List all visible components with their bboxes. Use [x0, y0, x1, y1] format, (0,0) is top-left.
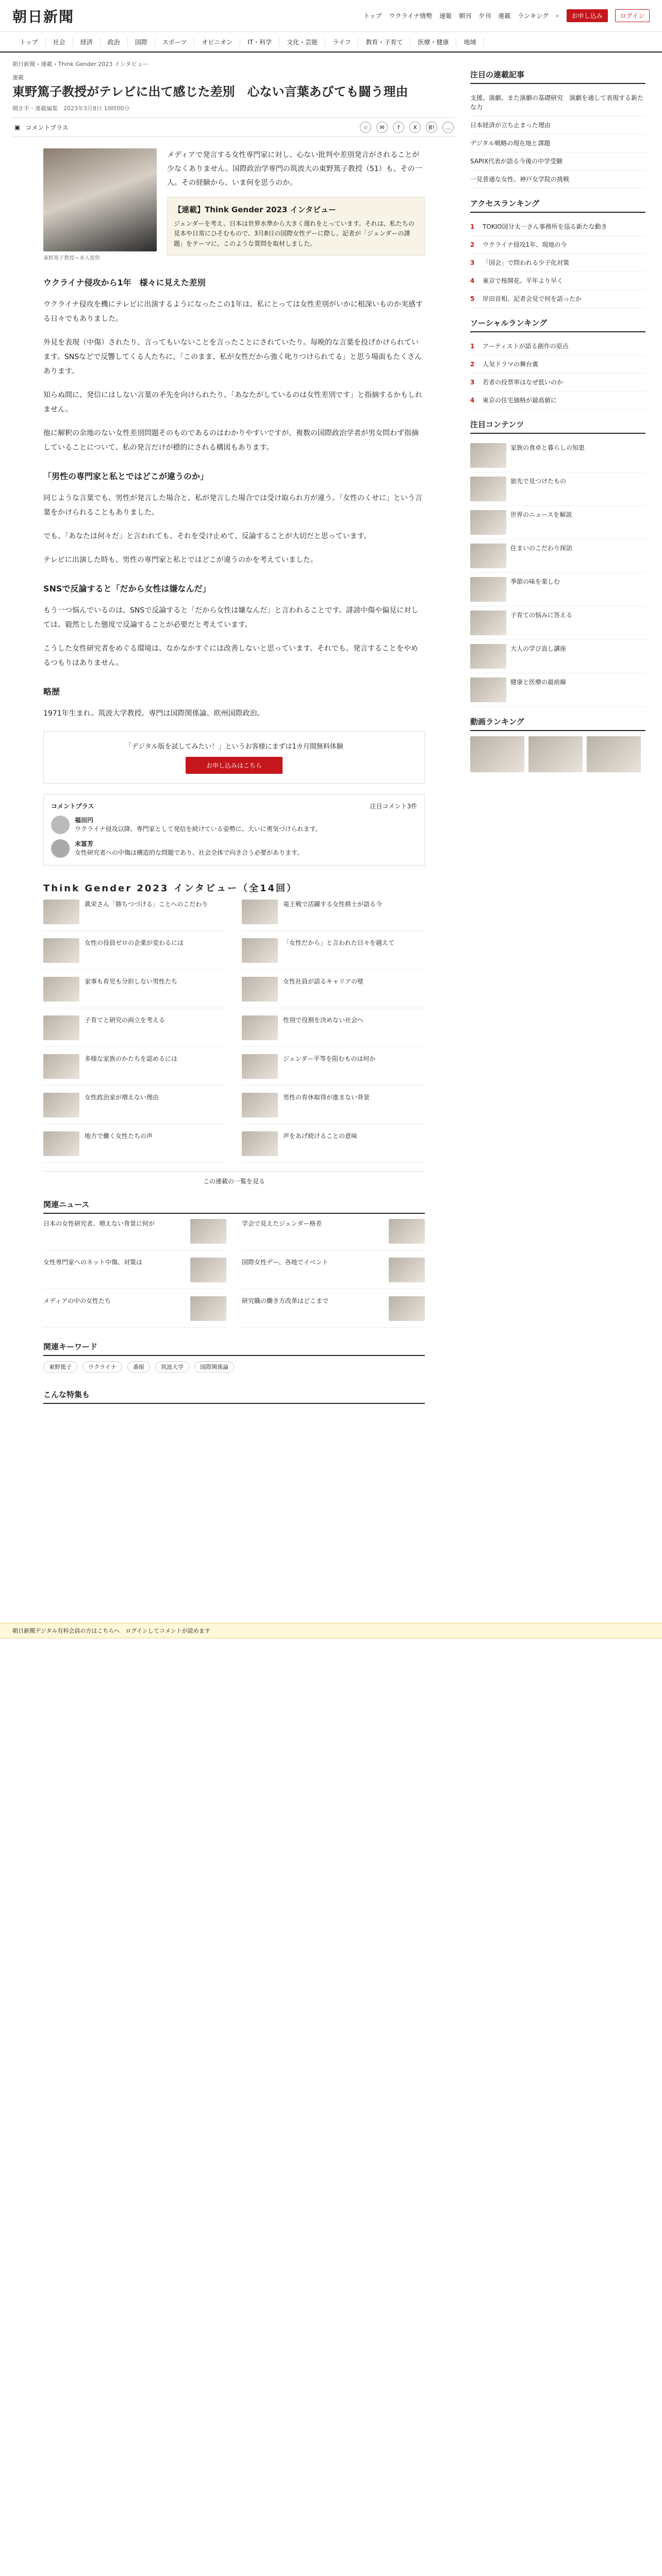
nav-item[interactable]: スポーツ [155, 38, 195, 46]
featured-heading: 注目コンテンツ [470, 419, 646, 434]
profile-text: 1971年生まれ。筑波大学教授。専門は国際関係論、欧州国際政治。 [43, 709, 264, 718]
pickup-heading: 注目の連載記事 [470, 69, 646, 84]
related-item[interactable] [242, 1296, 425, 1328]
article-meta: 聞き手・連載編集 2023年3月8日 10時00分 [12, 105, 130, 112]
video-thumb[interactable] [470, 736, 524, 772]
paywall-text: 「デジタル版を試してみたい！」というお客様にまずは1カ月間無料体験 [125, 743, 343, 751]
commenter-name[interactable]: 末冨芳 [75, 840, 94, 848]
ranking-item-title: ウクライナ侵攻1年、現地の今 [483, 241, 567, 248]
nav-item[interactable]: オピニオン [194, 38, 240, 46]
featured-item-title: 季節の味を楽しむ [510, 578, 560, 585]
header-link-ukraine[interactable]: ウクライナ情勢 [389, 12, 433, 20]
hatena-icon[interactable]: B! [426, 122, 437, 133]
related-item-title: 日本の女性研究者、増えない背景に何が [43, 1220, 155, 1228]
pickup-item[interactable] [470, 116, 646, 134]
ranking-item-title: 若者の投票率はなぜ低いのか [483, 379, 564, 386]
comment-item [51, 839, 417, 858]
ranking-item[interactable] [470, 290, 646, 308]
site-logo[interactable]: 朝日新聞 [12, 8, 75, 25]
nav-item[interactable]: 社会 [46, 38, 73, 46]
paragraph: でも、「あなたは何々だ」と言われても、それを受け止めて、反論することが大切だと思っています。 [43, 532, 371, 541]
paragraph: 同じような言葉でも、男性が発言した場合と、私が発言した場合では受け取られ方が違う。「女性のくせに」という言葉をかけられることもありました。 [43, 494, 422, 517]
nav-item[interactable]: 文化・芸能 [279, 38, 325, 46]
series-thumb [242, 1015, 278, 1040]
header-link-evening[interactable]: 夕刊 [478, 12, 491, 20]
article-toolbar [12, 117, 456, 137]
access-ranking-heading: アクセスランキング [470, 198, 646, 213]
related-item-title: 国際女性デー、各地でイベント [242, 1259, 328, 1266]
related-thumb [389, 1296, 425, 1321]
nav-item[interactable]: IT・科学 [240, 38, 279, 46]
series-item-title: 女性政治家が増えない理由 [85, 1094, 159, 1101]
series-thumb [43, 1131, 79, 1156]
series-item[interactable] [242, 977, 425, 1008]
video-carousel [470, 736, 646, 772]
article-body [12, 275, 456, 721]
keyword-tag[interactable]: ウクライナ [82, 1361, 122, 1372]
series-thumb [43, 900, 79, 924]
video-ranking-heading: 動画ランキング [470, 716, 646, 731]
series-item-title: 性別で役割を決めない社会へ [283, 1016, 364, 1024]
series-item-title: 眞栄さん「勝ちつづける」ことへのこだわり [85, 901, 208, 908]
paragraph: もう一つ悩んでいるのは、SNSで反論すると「だから女性は嫌なんだ」と言われることです。誹謗中傷や偏見に対しては、毅然とした態度で反論することが必要だと考えています。 [43, 606, 419, 630]
x-icon[interactable]: X [409, 122, 421, 133]
ranking-item-title: 東京で桜開花、平年より早く [483, 277, 564, 284]
mail-icon[interactable]: ✉ [376, 122, 388, 133]
section-heading: ウクライナ侵攻から1年 様々に見えた差別 [43, 278, 206, 288]
category-nav [0, 32, 662, 53]
nav-item[interactable]: 国際 [128, 38, 155, 46]
series-thumb [43, 1015, 79, 1040]
avatar [51, 839, 70, 858]
special-heading: こんな特集も [43, 1389, 425, 1404]
promo-text: ジェンダーを考え、日本は世界水準から大きく遅れをとっています。それは、私たちの見本や日常にひそむもので、3月8日の国際女性デーに際し、記者が「ジェンダーの課題」をテーマに、このような質問を取材しました。 [174, 220, 415, 247]
series-item[interactable] [43, 938, 226, 970]
ranking-item-title: アーティストが語る創作の原点 [483, 343, 569, 350]
featured-thumb [470, 544, 506, 568]
ranking-item[interactable] [470, 236, 646, 254]
ranking-item[interactable] [470, 218, 646, 236]
featured-item[interactable] [470, 439, 646, 472]
featured-item-title: 子育ての悩みに答える [510, 612, 573, 619]
top-bar [0, 0, 662, 32]
related-news-heading: 関連ニュース [43, 1199, 425, 1214]
facebook-icon[interactable]: f [393, 122, 404, 133]
pickup-item[interactable] [470, 152, 646, 171]
rank-number: 3 [470, 379, 475, 386]
series-item[interactable] [242, 1093, 425, 1124]
featured-item[interactable] [470, 506, 646, 539]
series-thumb [43, 938, 79, 963]
series-item-title: 多様な家族のかたちを認めるには [85, 1055, 178, 1063]
featured-item[interactable] [470, 673, 646, 707]
keyword-tag[interactable]: 番組 [127, 1361, 150, 1372]
video-thumb[interactable] [587, 736, 641, 772]
article-category[interactable]: 連載 [12, 74, 24, 81]
pickup-item-title: 支援、演劇、また演劇の基礎研究 演劇を通して表現する新たな力 [470, 94, 644, 111]
pickup-item[interactable] [470, 171, 646, 189]
comment-section [43, 794, 425, 866]
ranking-item-title: 東京の住宅価格が最高値に [483, 397, 557, 404]
login-button[interactable]: ログイン [615, 9, 650, 22]
pickup-item[interactable] [470, 134, 646, 152]
more-icon[interactable]: … [442, 122, 454, 133]
login-banner[interactable] [0, 1623, 662, 1638]
related-thumb [389, 1258, 425, 1282]
related-item-title: 女性専門家へのネット中傷、対策は [43, 1259, 143, 1266]
pickup-item[interactable] [470, 89, 646, 116]
series-item[interactable] [242, 1015, 425, 1047]
rank-number: 5 [470, 295, 475, 302]
series-thumb [242, 1131, 278, 1156]
bookmark-icon[interactable]: ☆ [360, 122, 371, 133]
nav-item[interactable]: 地域 [456, 38, 484, 46]
keywords-heading: 関連キーワード [43, 1341, 425, 1356]
paragraph: こうした女性研究者をめぐる環境は、なかなかすぐには改善しないと思っています。それでも、発言することをやめるつもりはありません。 [43, 645, 418, 668]
rank-number: 4 [470, 277, 475, 284]
article-title: 東野篤子教授がテレビに出て感じた差別 心ない言葉あびても闘う理由 [12, 84, 408, 99]
photo-caption: 東野篤子教授＝本人提供 [43, 256, 100, 262]
paragraph: 知らぬ間に、発信にはしない言葉の矛先を向けられたり、「あなたがしているのは女性差別です」と指摘するかもしれません。 [43, 391, 422, 414]
series-item-title: 竜王戦で活躍する女性棋士が語る今 [283, 901, 383, 908]
related-item-title: 学会で見えたジェンダー格差 [242, 1220, 322, 1228]
ranking-item[interactable] [470, 392, 646, 410]
series-thumb [43, 1054, 79, 1079]
nav-item[interactable]: 医療・健康 [410, 38, 456, 46]
section-heading: SNSで反論すると「だから女性は嫌なんだ」 [43, 584, 211, 594]
related-item[interactable] [242, 1258, 425, 1289]
paragraph: テレビに出演した時も、男性の専門家と私とではどこが違うのかを考えていました。 [43, 556, 318, 565]
series-item[interactable] [43, 1054, 226, 1086]
related-thumb [190, 1258, 226, 1282]
paragraph: 外見を表現（中傷）されたり、言ってもいないことを言ったことにされていたり。毎晩的な言葉を投げかけられています。SNSなどで反響してくる人たちに、「このまま、私が女性だから強く叱りつけられてる」と思う場面もたくさんあります。 [43, 338, 422, 376]
series-item-title: 家事も育児も分担しない男性たち [85, 978, 178, 986]
series-grid [43, 900, 425, 1163]
featured-thumb [470, 611, 506, 635]
featured-item-title: 家族の食卓と暮らしの知恵 [510, 444, 585, 451]
pickup-item-title: デジタル戦略の現在地と課題 [470, 140, 551, 147]
paywall-button[interactable]: お申し込みはこちら [186, 757, 283, 774]
ranking-item[interactable] [470, 272, 646, 290]
series-item[interactable] [242, 1054, 425, 1086]
related-item-title: 研究職の働き方改革はどこまで [242, 1297, 329, 1305]
series-item[interactable] [43, 1131, 226, 1163]
featured-item-title: 大人の学び直し講座 [510, 645, 567, 652]
lead-text: メディアで発言する女性専門家に対し、心ない批判や差別発言がされることが少なくありません。国際政治学専門の筑波大の東野篤子教授（51）も、その一人。その経験から、いま何を思うのか。 [167, 151, 422, 187]
breadcrumb[interactable]: 朝日新聞 › 連載 › Think Gender 2023 インタビュー [12, 61, 148, 67]
series-item[interactable] [43, 900, 226, 931]
featured-item-title: 旅先で見つけたもの [510, 478, 567, 485]
series-item-title: 女性社員が語るキャリアの壁 [283, 978, 364, 986]
series-thumb [242, 1054, 278, 1079]
header-link-morning[interactable]: 朝刊 [459, 12, 472, 20]
series-item-title: ジェンダー平等を阻むものは何か [283, 1055, 376, 1063]
series-thumb [242, 900, 278, 924]
comment-plus-icon: ▣ [14, 124, 21, 131]
paywall-box [43, 731, 425, 784]
comment-plus-label[interactable]: コメントプラス [25, 124, 69, 131]
featured-item-title: 世界のニュースを解説 [510, 511, 572, 518]
keyword-tag[interactable]: 筑波大学 [155, 1361, 189, 1372]
paragraph: 他に解釈の余地のない女性差別問題そのものであるのはわかりやすいですが、複数の国際政治学者が男女問わず指摘していることについて、私の発言だけが標的にされる構図もあります。 [43, 429, 419, 452]
series-item[interactable] [242, 900, 425, 931]
series-item[interactable] [242, 1131, 425, 1163]
promo-title: 【連載】Think Gender 2023 インタビュー [174, 205, 336, 215]
featured-thumb [470, 510, 506, 535]
keyword-list [43, 1361, 425, 1376]
nav-item[interactable]: 政治 [101, 38, 128, 46]
series-item[interactable] [43, 1093, 226, 1124]
nav-item[interactable]: 教育・子育て [358, 38, 410, 46]
ranking-item-title: 人気ドラマの舞台裏 [483, 361, 539, 368]
nav-item[interactable]: ライフ [325, 38, 358, 46]
rank-number: 3 [470, 259, 475, 266]
ranking-item[interactable] [470, 337, 646, 355]
series-thumb [43, 977, 79, 1002]
series-item-title: 男性の育休取得が進まない背景 [283, 1094, 370, 1101]
series-item[interactable] [43, 1015, 226, 1047]
avatar [51, 816, 70, 834]
section-heading: 「男性の専門家と私とではどこが違うのか」 [43, 471, 209, 482]
series-item[interactable] [43, 977, 226, 1008]
featured-thumb [470, 644, 506, 669]
banner-text: 朝日新聞デジタル有料会員の方はこちらへ ログインしてコメントが読めます [12, 1628, 210, 1634]
featured-item[interactable] [470, 573, 646, 606]
series-item[interactable] [242, 938, 425, 970]
commenter-name[interactable]: 福田円 [75, 817, 94, 824]
search-icon[interactable]: ⌕ [555, 12, 559, 19]
ranking-item[interactable] [470, 254, 646, 272]
profile-heading: 略歴 [43, 687, 60, 697]
sidebar [470, 53, 646, 1409]
rank-number: 1 [470, 343, 475, 350]
featured-item[interactable] [470, 606, 646, 640]
nav-item[interactable]: トップ [12, 38, 46, 46]
featured-thumb [470, 477, 506, 501]
featured-thumb [470, 577, 506, 602]
keyword-tag[interactable]: 国際関係論 [194, 1361, 234, 1372]
header-link-ranking[interactable]: ランキング [518, 12, 549, 20]
series-title: Think Gender 2023 インタビュー（全14回） [43, 883, 298, 894]
related-item[interactable] [43, 1219, 226, 1250]
featured-item[interactable] [470, 539, 646, 573]
pickup-item-title: SAPIX代表が語る今後の中学受験 [470, 158, 563, 165]
portrait-photo[interactable] [43, 148, 157, 251]
pickup-item-title: 日本経済が立ち止まった理由 [470, 122, 551, 129]
subscribe-button[interactable]: お申し込み [567, 9, 608, 22]
comment-text: 女性研究者への中傷は構造的な問題であり、社会全体で向き合う必要があります。 [75, 849, 304, 857]
comment-section-title: コメントプラス [51, 803, 94, 810]
featured-thumb [470, 443, 506, 468]
featured-thumb [470, 677, 506, 702]
series-item-title: 声をあげ続けることの意味 [283, 1132, 358, 1140]
ranking-item[interactable] [470, 355, 646, 374]
series-thumb [242, 1093, 278, 1117]
pickup-item-title: 一見普通な女性、神戸女学院の挑戦 [470, 176, 570, 183]
series-thumb [242, 977, 278, 1002]
ranking-item-title: 岸田首相、記者会見で何を語ったか [483, 295, 582, 302]
rank-number: 2 [470, 241, 475, 248]
series-thumb [43, 1093, 79, 1117]
rank-number: 1 [470, 223, 475, 230]
rank-number: 2 [470, 361, 475, 368]
related-thumb [190, 1296, 226, 1321]
series-thumb [242, 938, 278, 963]
related-item[interactable] [43, 1296, 226, 1328]
series-item-title: 地方で働く女性たちの声 [85, 1132, 153, 1140]
rank-number: 4 [470, 397, 475, 404]
featured-item[interactable] [470, 472, 646, 506]
related-thumb [389, 1219, 425, 1244]
series-item-title: 子育てと研究の両立を考える [85, 1016, 166, 1024]
related-item[interactable] [242, 1219, 425, 1250]
ranking-item-title: 「国会」で問われる少子化対策 [483, 259, 570, 266]
ranking-item-title: TOKIO国分太一さん事務所を巡る新たな動き [483, 223, 607, 230]
social-ranking-heading: ソーシャルランキング [470, 317, 646, 332]
header-link-breaking[interactable]: 速報 [439, 12, 452, 20]
related-item[interactable] [43, 1258, 226, 1289]
header-link-series[interactable]: 連載 [498, 12, 511, 20]
comment-text: ウクライナ侵攻以降、専門家として発信を続けている姿勢に、大いに勇気づけられます。 [75, 825, 322, 833]
related-item-title: メディアの中の女性たち [43, 1297, 111, 1305]
paragraph: ウクライナ侵攻を機にテレビに出演するようになったこの1年は、私にとっては女性差別がいかに根深いものか実感する日々でもありました。 [43, 300, 423, 324]
series-more-link[interactable]: この連載の一覧を見る [43, 1171, 425, 1185]
series-promo[interactable] [167, 197, 425, 256]
nav-item[interactable]: 経済 [73, 38, 101, 46]
comment-item [51, 816, 417, 834]
article-column [12, 53, 456, 1409]
series-item-title: 「女性だから」と言われた日々を越えて [283, 939, 395, 947]
related-grid [43, 1219, 425, 1328]
related-thumb [190, 1219, 226, 1244]
header-link-top[interactable]: トップ [363, 12, 382, 20]
featured-item-title: 住まいのこだわり探訪 [510, 545, 573, 552]
video-thumb[interactable] [528, 736, 583, 772]
featured-item[interactable] [470, 640, 646, 673]
lead-area [12, 148, 456, 261]
keyword-tag[interactable]: 東野篤子 [43, 1361, 77, 1372]
ranking-item[interactable] [470, 374, 646, 392]
series-item-title: 女性の役員ゼロの企業が変わるには [85, 939, 184, 947]
comment-count-link[interactable]: 注目コメント3件 [370, 803, 417, 810]
featured-item-title: 健康と医療の最前線 [510, 679, 567, 686]
